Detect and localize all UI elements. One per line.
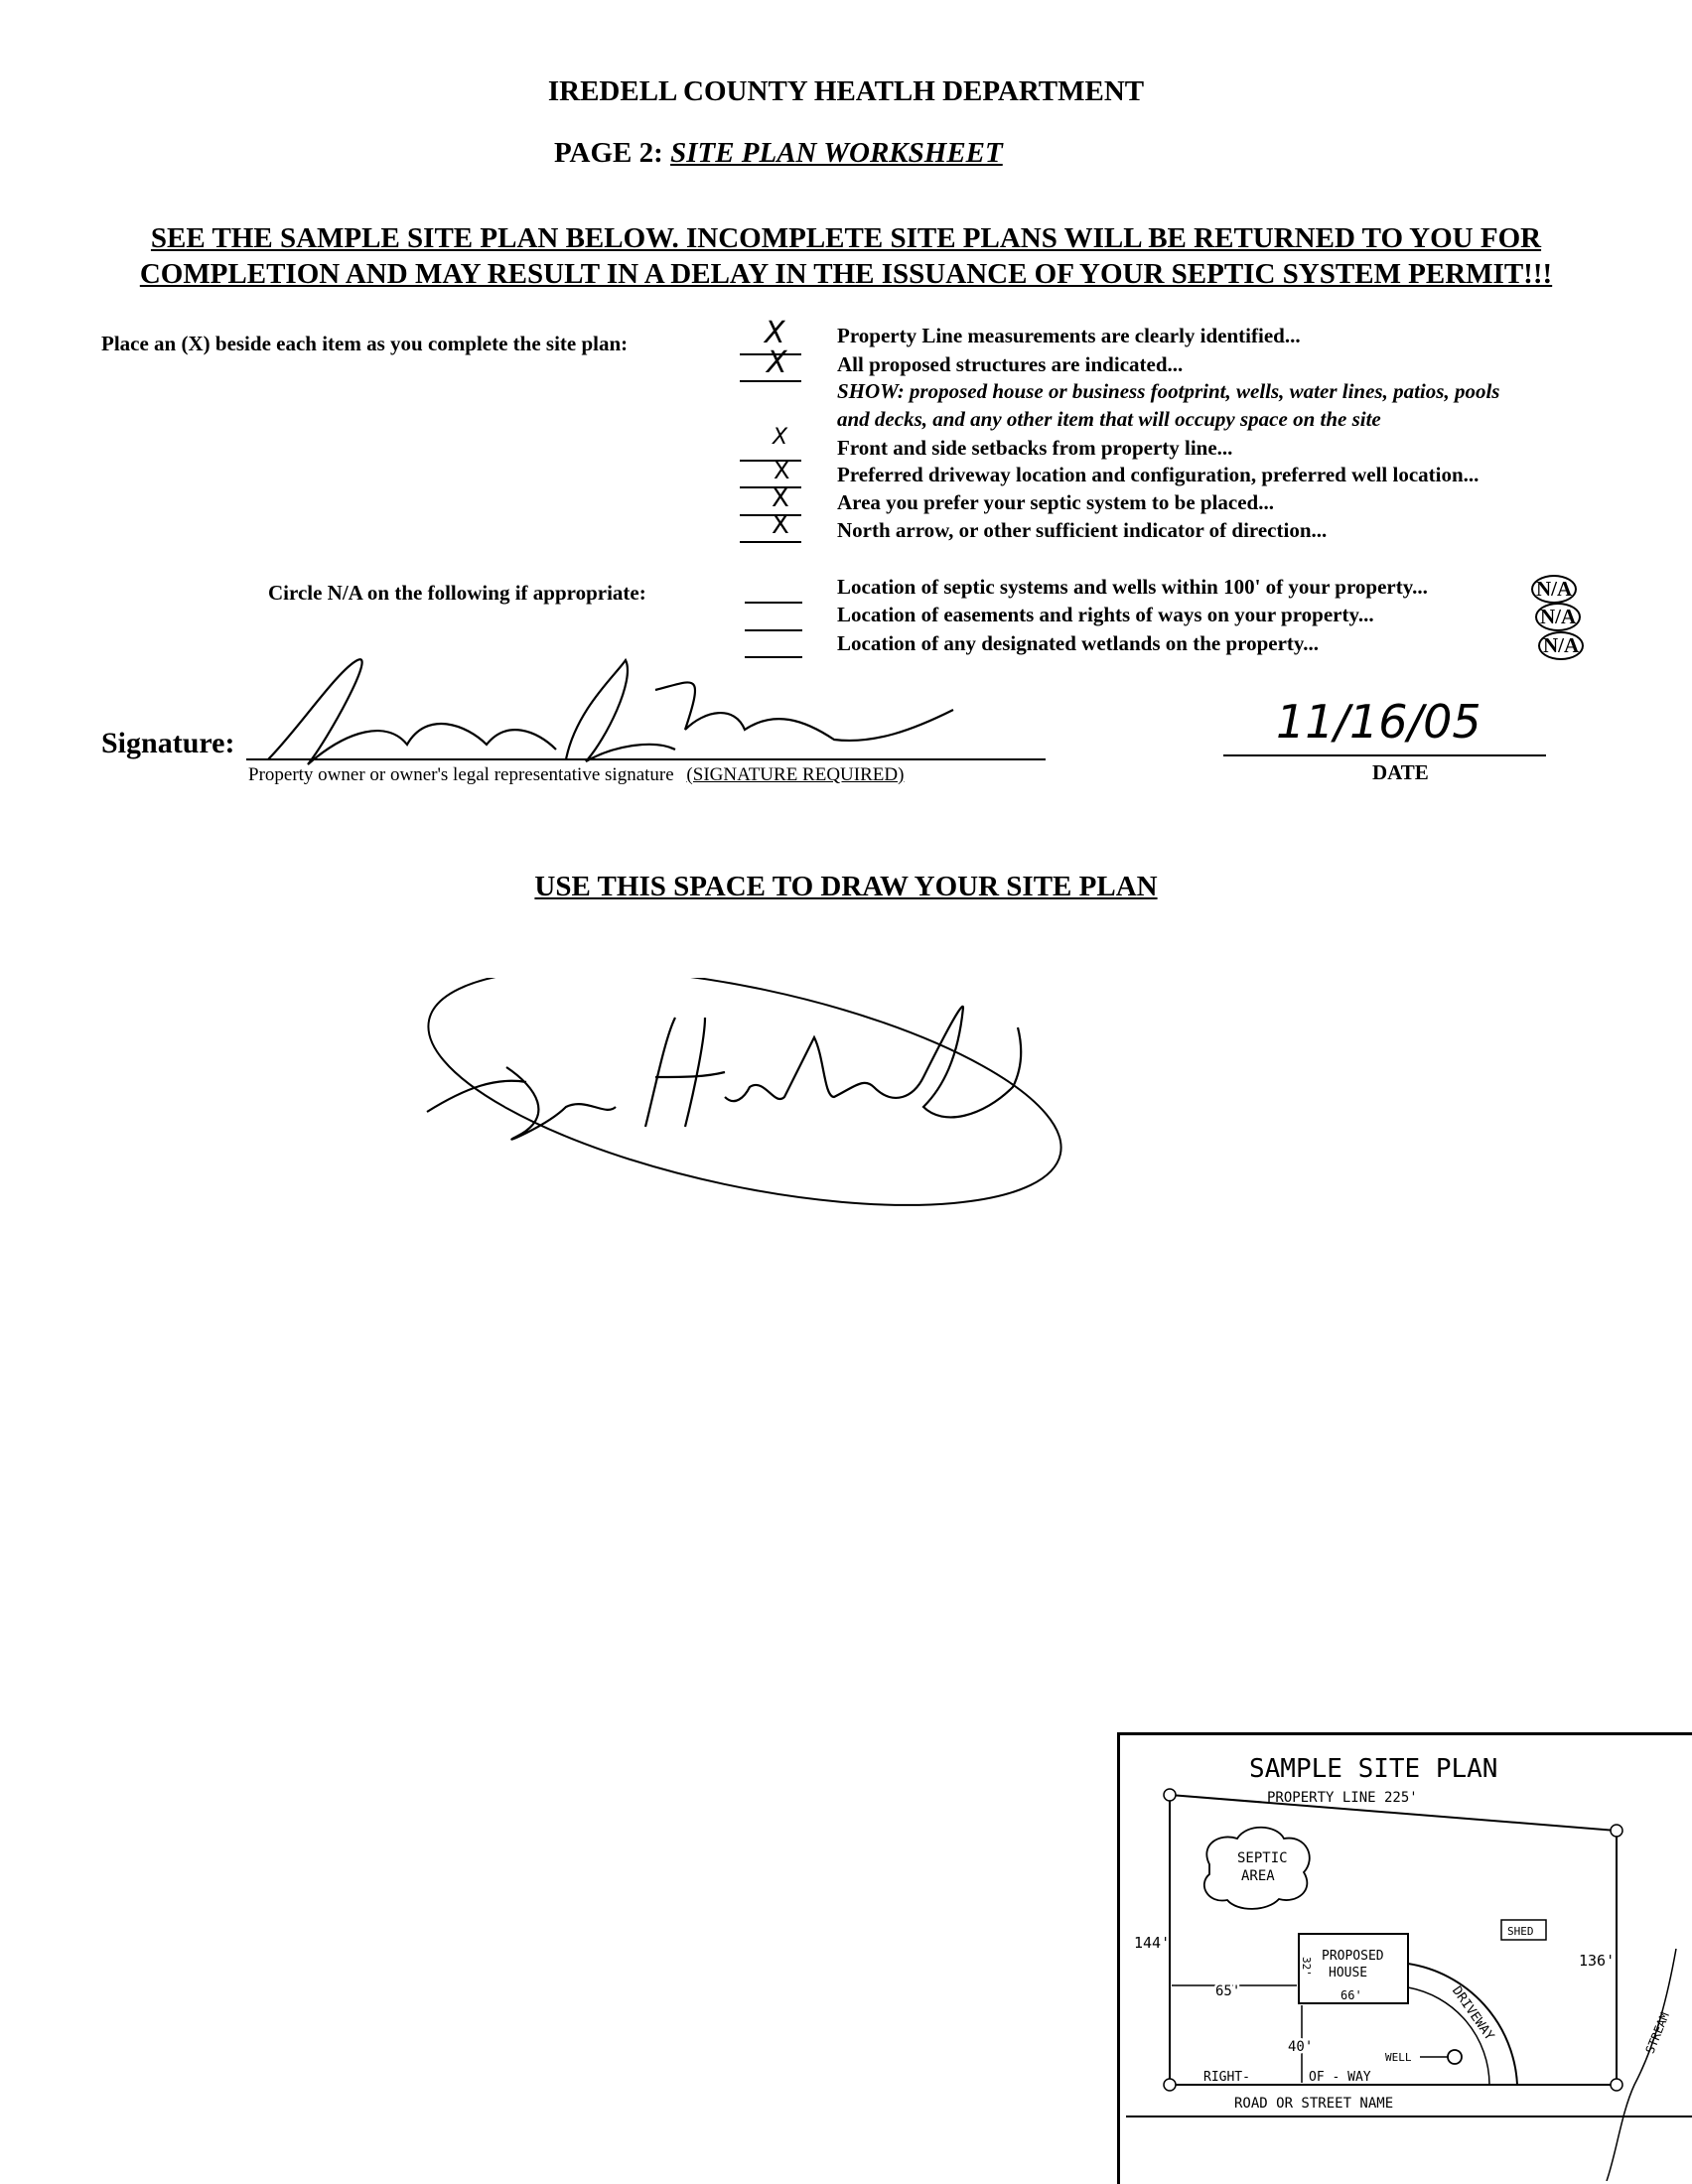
checklist-instruction: Place an (X) beside each item as you complete the site plan: (101, 332, 629, 355)
page-subtitle (554, 137, 1003, 170)
warning-line-2: COMPLETION AND MAY RESULT IN A DELAY IN THE ISSUANCE OF YOUR SEPTIC SYSTEM PERMIT!!! (139, 258, 1553, 290)
draw-area-heading: USE THIS SPACE TO DRAW YOUR SITE PLAN (534, 871, 1158, 902)
signature-label: Signature: (101, 727, 235, 759)
checklist-item-6: Area you prefer your septic system to be placed... (837, 490, 1274, 514)
sample-site-plan-diagram (1120, 1735, 1692, 2181)
road-label: ROAD OR STREET NAME (1234, 2096, 1394, 2112)
checklist-item-7: North arrow, or other sufficient indicator of direction... (837, 518, 1328, 542)
warning-line-1: SEE THE SAMPLE SITE PLAN BELOW. INCOMPLETE SITE PLANS WILL BE RETURNED TO YOU FOR (150, 222, 1542, 254)
check-mark-1: X (765, 316, 785, 350)
house-depth-label: 32' (1300, 1957, 1313, 1977)
check-mark-5: X (772, 483, 789, 513)
check-mark-4: X (774, 457, 790, 484)
checklist-item-2: All proposed structures are indicated... (837, 352, 1184, 376)
check-mark-6: X (772, 510, 789, 540)
house-label-2: HOUSE (1329, 1966, 1368, 1980)
na-item-3: Location of any designated wetlands on the property... (837, 631, 1319, 655)
well-label: WELL (1385, 2051, 1412, 2064)
right-of-way-left: RIGHT- (1203, 2070, 1250, 2085)
date-label: DATE (1372, 760, 1429, 784)
checklist-item-1: Property Line measurements are clearly identified... (837, 324, 1301, 347)
date-line[interactable] (1223, 754, 1546, 756)
side-setback-label: 65' (1215, 1983, 1241, 1999)
property-line-label: PROPERTY LINE 225' (1267, 1790, 1418, 1806)
right-dimension: 136' (1579, 1952, 1616, 1970)
na-option-1[interactable]: N/A (1531, 575, 1577, 604)
na-item-2: Location of easements and rights of ways on your property... (837, 603, 1374, 626)
check-mark-2: X (767, 345, 787, 380)
shed-label: SHED (1507, 1925, 1534, 1938)
sample-plan-title: SAMPLE SITE PLAN (1249, 1754, 1498, 1784)
house-width-label: 66' (1340, 1988, 1362, 2002)
signature-required-note: (SIGNATURE REQUIRED) (686, 764, 905, 785)
right-of-way-right: OF - WAY (1309, 2070, 1371, 2085)
check-mark-3: X (773, 425, 788, 450)
driveway-label: DRIVEWAY (1448, 1983, 1497, 2044)
na-option-2[interactable]: N/A (1535, 603, 1581, 631)
checklist-item-3: SHOW: proposed house or business footprint, wells, water lines, patios, pools (837, 379, 1500, 403)
page-name: SITE PLAN WORKSHEET (670, 137, 1003, 169)
owner-signature-scribble (238, 650, 973, 779)
septic-label-1: SEPTIC (1237, 1850, 1288, 1866)
na-item-1: Location of septic systems and wells within 100' of your property... (837, 575, 1428, 599)
stream-label: STREAM (1642, 2010, 1672, 2056)
house-label-1: PROPOSED (1322, 1949, 1384, 1964)
document-title: IREDELL COUNTY HEATLH DEPARTMENT (547, 75, 1145, 107)
checklist-item-4: Front and side setbacks from property line... (837, 436, 1233, 460)
septic-label-2: AREA (1241, 1868, 1275, 1884)
page-label: PAGE 2: (554, 137, 663, 169)
na-instruction: Circle N/A on the following if appropriate: (268, 581, 646, 605)
checklist-item-3-cont: and decks, and any other item that will occupy space on the site (837, 407, 1381, 431)
na-option-3[interactable]: N/A (1538, 631, 1584, 660)
front-setback-label: 40' (1288, 2039, 1314, 2055)
checklist-item-5: Preferred driveway location and configuration, preferred well location... (837, 463, 1480, 486)
signature-caption: Property owner or owner's legal representative signature (SIGNATURE REQUIRED) (248, 764, 905, 785)
left-dimension: 144' (1134, 1934, 1171, 1952)
drawn-site-plan-scribble[interactable] (407, 978, 1082, 1216)
signature-date-value: 11/16/05 (1276, 695, 1481, 749)
